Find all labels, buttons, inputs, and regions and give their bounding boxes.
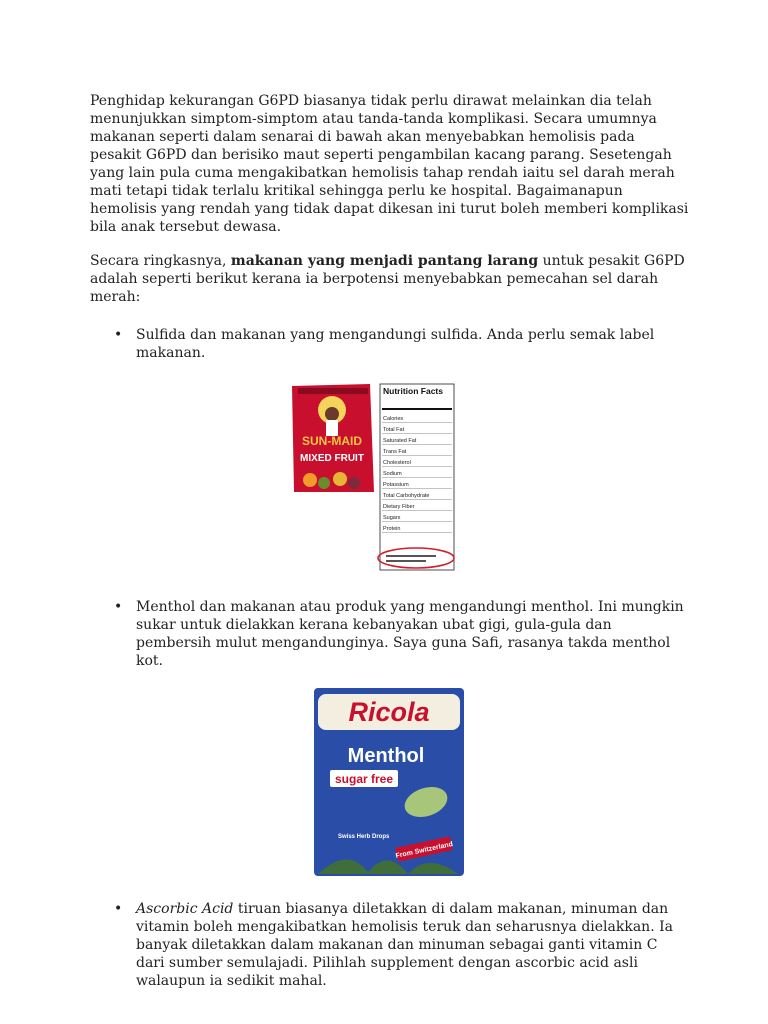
- list-item-menthol: [90, 598, 690, 670]
- summary-bold-phrase: makanan yang menjadi pantang larang: [230, 253, 539, 269]
- nutrition-row-label: Sodium: [383, 471, 402, 477]
- sunmaid-brand: SUN-MAID: [302, 434, 362, 448]
- nutrition-row-rule: [382, 477, 452, 478]
- nutrition-row-label: Cholesterol: [383, 460, 411, 466]
- ricola-product: Menthol: [347, 745, 425, 767]
- nutrition-row-label: Trans Fat: [383, 449, 407, 455]
- sunmaid-graphic: [290, 380, 456, 574]
- sulfide-text: Sulfida dan makanan yang mengandungi sulfida. Anda perlu semak label makanan.: [136, 327, 655, 361]
- ascorbic-acid-text: tiruan biasanya diletakkan di dalam makanan, minuman dan vitamin boleh mengakibatkan hemolisis teruk dan seharusnya dielakkan. Ia banyak diletakkan dalam makanan dan minuman sebagai ganti vitamin C dari sumber semulajadi. Pilihlah supplement dengan ascorbic acid asli walaupun ia sedikit mahal.: [136, 901, 673, 989]
- nutrition-row-rule: [382, 488, 452, 489]
- ricola-brand: Ricola: [348, 697, 430, 727]
- bullet-list-3: [90, 900, 690, 990]
- nutrition-row-rule: [382, 433, 452, 434]
- summary-text-before: Secara ringkasnya,: [90, 253, 231, 269]
- nutrition-row-label: Total Carbohydrate: [383, 493, 430, 499]
- nutrition-row-rule: [382, 499, 452, 500]
- nutrition-row-label: Saturated Fat: [383, 438, 417, 444]
- nutrition-row-label: Dietary Fiber: [383, 504, 415, 510]
- nutrition-row-rule: [382, 422, 452, 423]
- nutrition-panel-title: Nutrition Facts: [383, 386, 443, 396]
- nutrition-row-rule: [382, 510, 452, 511]
- bullet-list-2: [90, 598, 690, 670]
- ricola-graphic: [308, 686, 470, 878]
- ricola-image: [308, 686, 470, 878]
- intro-paragraph: Penghidap kekurangan G6PD biasanya tidak perlu dirawat melainkan dia telah menunjukkan simptom-simptom atau tanda-tanda komplikasi. Secara umumnya makanan seperti dalam senarai di bawah akan menyebabkan hemolisis pada pesakit G6PD dan berisiko maut seperti pengambilan kacang parang. Sesetengah yang lain pula cuma mengakibatkan hemolisis tahap rendah iaitu sel darah merah mati tetapi tidak terlalu kritikal sehingga perlu ke hospital. Bagaimanapun hemolisis yang rendah yang tidak dapat dikesan ini turut boleh memberi komplikasi bila anak tersebut dewasa.: [90, 93, 689, 235]
- list-item-ascorbic-acid: [90, 900, 690, 990]
- ricola-origin: From Switzerland: [395, 840, 454, 860]
- nutrition-row-label: Sugars: [383, 515, 401, 521]
- ascorbic-acid-term: Ascorbic Acid: [136, 901, 234, 917]
- bullet-marker: •: [114, 599, 123, 615]
- sugar-free-text: sugar free: [334, 772, 394, 786]
- nutrition-row-label: Potassium: [383, 482, 409, 488]
- nutrition-row-rule: [382, 455, 452, 456]
- bullet-marker: •: [114, 327, 123, 343]
- bullet-list: [90, 326, 690, 362]
- document-page: [90, 92, 690, 990]
- nutrition-row-rule: [382, 466, 452, 467]
- summary-text-after: untuk pesakit G6PD adalah seperti berikut kerana ia berpotensi menyebabkan pemecahan sel darah merah:: [90, 253, 685, 305]
- list-item-sulfide: [90, 326, 690, 362]
- nutrition-row-label: Total Fat: [383, 427, 405, 433]
- sunmaid-product: MIXED FRUIT: [300, 453, 364, 464]
- sunmaid-image: [290, 380, 456, 574]
- nutrition-row-rule: [382, 444, 452, 445]
- nutrition-row-label: Calories: [383, 416, 404, 422]
- menthol-text: Menthol dan makanan atau produk yang mengandungi menthol. Ini mungkin sukar untuk dielakkan kerana kebanyakan ubat gigi, gula-gula dan pembersih mulut mengandunginya. Saya guna Safi, rasanya takda menthol kot.: [136, 599, 684, 669]
- summary-paragraph: [90, 252, 690, 306]
- bullet-marker: •: [114, 901, 123, 917]
- nutrition-row-rule: [382, 532, 452, 533]
- ricola-tag: Swiss Herb Drops: [338, 834, 390, 840]
- nutrition-row-rule: [382, 521, 452, 522]
- nutrition-row-label: Protein: [383, 526, 401, 532]
